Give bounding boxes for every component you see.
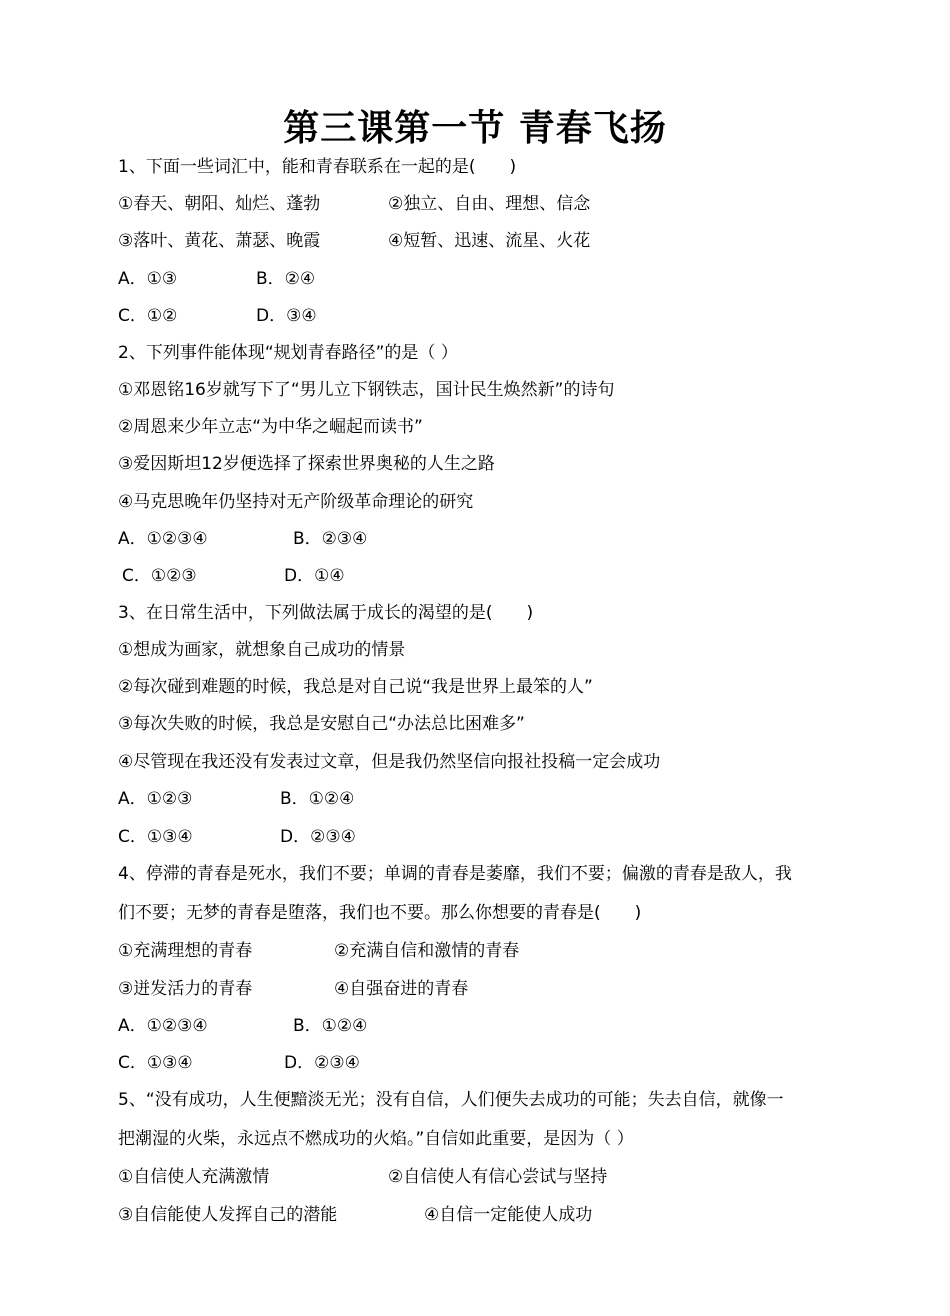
question-3-option-3: ③每次失败的时候，我总是安慰自己“办法总比困难多”: [118, 714, 525, 734]
question-4-option-1: ①充满理想的青春: [118, 941, 253, 961]
question-2-choice-a: A．①②③④: [118, 529, 208, 549]
question-5-options-row-2: [118, 1204, 593, 1226]
question-5-option-1: ①自信使人充满激情: [118, 1167, 270, 1187]
question-4-option-3: ③迸发活力的青春: [118, 979, 253, 999]
question-4-choices-row-1: [118, 1015, 368, 1037]
question-1-options-row-1: [118, 193, 591, 215]
question-3-choice-a: A．①②③: [118, 789, 193, 809]
question-4-options-row-2: [118, 978, 469, 1000]
question-3-choice-c: C．①③④: [118, 827, 193, 847]
question-1-choice-a: A．①③: [118, 269, 178, 289]
question-4-choice-c: C．①③④: [118, 1053, 193, 1073]
question-3-option-4: ④尽管现在我还没有发表过文章，但是我仍然坚信向报社投稿一定会成功: [118, 752, 661, 772]
question-2-choices-row-1: [118, 528, 368, 550]
question-1-option-2: ②独立、自由、理想、信念: [388, 194, 591, 214]
question-4-option-4: ④自强奋进的青春: [334, 979, 469, 999]
question-2-option-2: ②周恩来少年立志“为中华之崛起而读书”: [118, 417, 423, 437]
question-1-options-row-2: [118, 230, 591, 252]
question-4-stem-line-1: 4、停滞的青春是死水，我们不要；单调的青春是萎靡，我们不要；偏激的青春是敌人，我: [118, 864, 792, 884]
page-title: 第三课第一节 青春飞扬: [283, 108, 667, 149]
question-1-option-4: ④短暂、迅速、流星、火花: [388, 231, 591, 251]
question-5-option-4: ④自信一定能使人成功: [424, 1205, 593, 1225]
question-2-choice-b: B．②③④: [293, 529, 368, 549]
question-2-choice-c: C．①②③: [122, 566, 197, 586]
question-5-options-row-1: [118, 1166, 608, 1188]
question-5-option-3: ③自信能使人发挥自己的潜能: [118, 1205, 338, 1225]
question-1-choice-d: D．③④: [256, 306, 317, 326]
question-5-stem-line-1: 5、“没有成功，人生便黯淡无光；没有自信，人们便失去成功的可能；失去自信，就像一: [118, 1090, 784, 1110]
question-1-choice-c: C．①②: [118, 306, 178, 326]
question-4-options-row-1: [118, 940, 520, 962]
question-1-choice-b: B．②④: [256, 269, 316, 289]
question-5-stem-line-2: 把潮湿的火柴，永远点不燃成功的火焰。”自信如此重要，是因为（ ）: [118, 1129, 634, 1149]
question-1-choices-row-1: [118, 268, 316, 290]
question-4-stem-line-2: 们不要；无梦的青春是堕落，我们也不要。那么你想要的青春是( ): [118, 903, 642, 923]
question-4-choices-row-2: [118, 1052, 360, 1074]
question-2-choice-d: D．①④: [284, 566, 345, 586]
question-2-option-3: ③爱因斯坦12岁便选择了探索世界奥秘的人生之路: [118, 454, 495, 474]
question-2-stem: 2、下列事件能体现“规划青春路径”的是（ ）: [118, 343, 458, 363]
question-3-option-2: ②每次碰到难题的时候，我总是对自己说“我是世界上最笨的人”: [118, 677, 593, 697]
question-1-stem: 1、下面一些词汇中，能和青春联系在一起的是( ): [118, 157, 517, 177]
question-1-option-1: ①春天、朝阳、灿烂、蓬勃: [118, 194, 321, 214]
question-1-choices-row-2: [118, 305, 317, 327]
question-3-choice-d: D．②③④: [280, 827, 356, 847]
question-2-option-1: ①邓恩铭16岁就写下了“男儿立下钢铁志，国计民生焕然新”的诗句: [118, 380, 615, 400]
question-3-choice-b: B．①②④: [280, 789, 355, 809]
question-4-choice-a: A．①②③④: [118, 1016, 208, 1036]
question-5-option-2: ②自信使人有信心尝试与坚持: [388, 1167, 608, 1187]
question-2-choices-row-2: [122, 565, 345, 587]
question-1-option-3: ③落叶、黄花、萧瑟、晚霞: [118, 231, 321, 251]
question-3-choices-row-1: [118, 788, 355, 810]
question-4-choice-b: B．①②④: [293, 1016, 368, 1036]
question-3-option-1: ①想成为画家，就想象自己成功的情景: [118, 640, 406, 660]
question-4-option-2: ②充满自信和激情的青春: [334, 941, 520, 961]
question-3-choices-row-2: [118, 826, 356, 848]
question-2-option-4: ④马克思晚年仍坚持对无产阶级革命理论的研究: [118, 492, 474, 512]
question-3-stem: 3、在日常生活中，下列做法属于成长的渴望的是( ): [118, 603, 534, 623]
question-4-choice-d: D．②③④: [284, 1053, 360, 1073]
